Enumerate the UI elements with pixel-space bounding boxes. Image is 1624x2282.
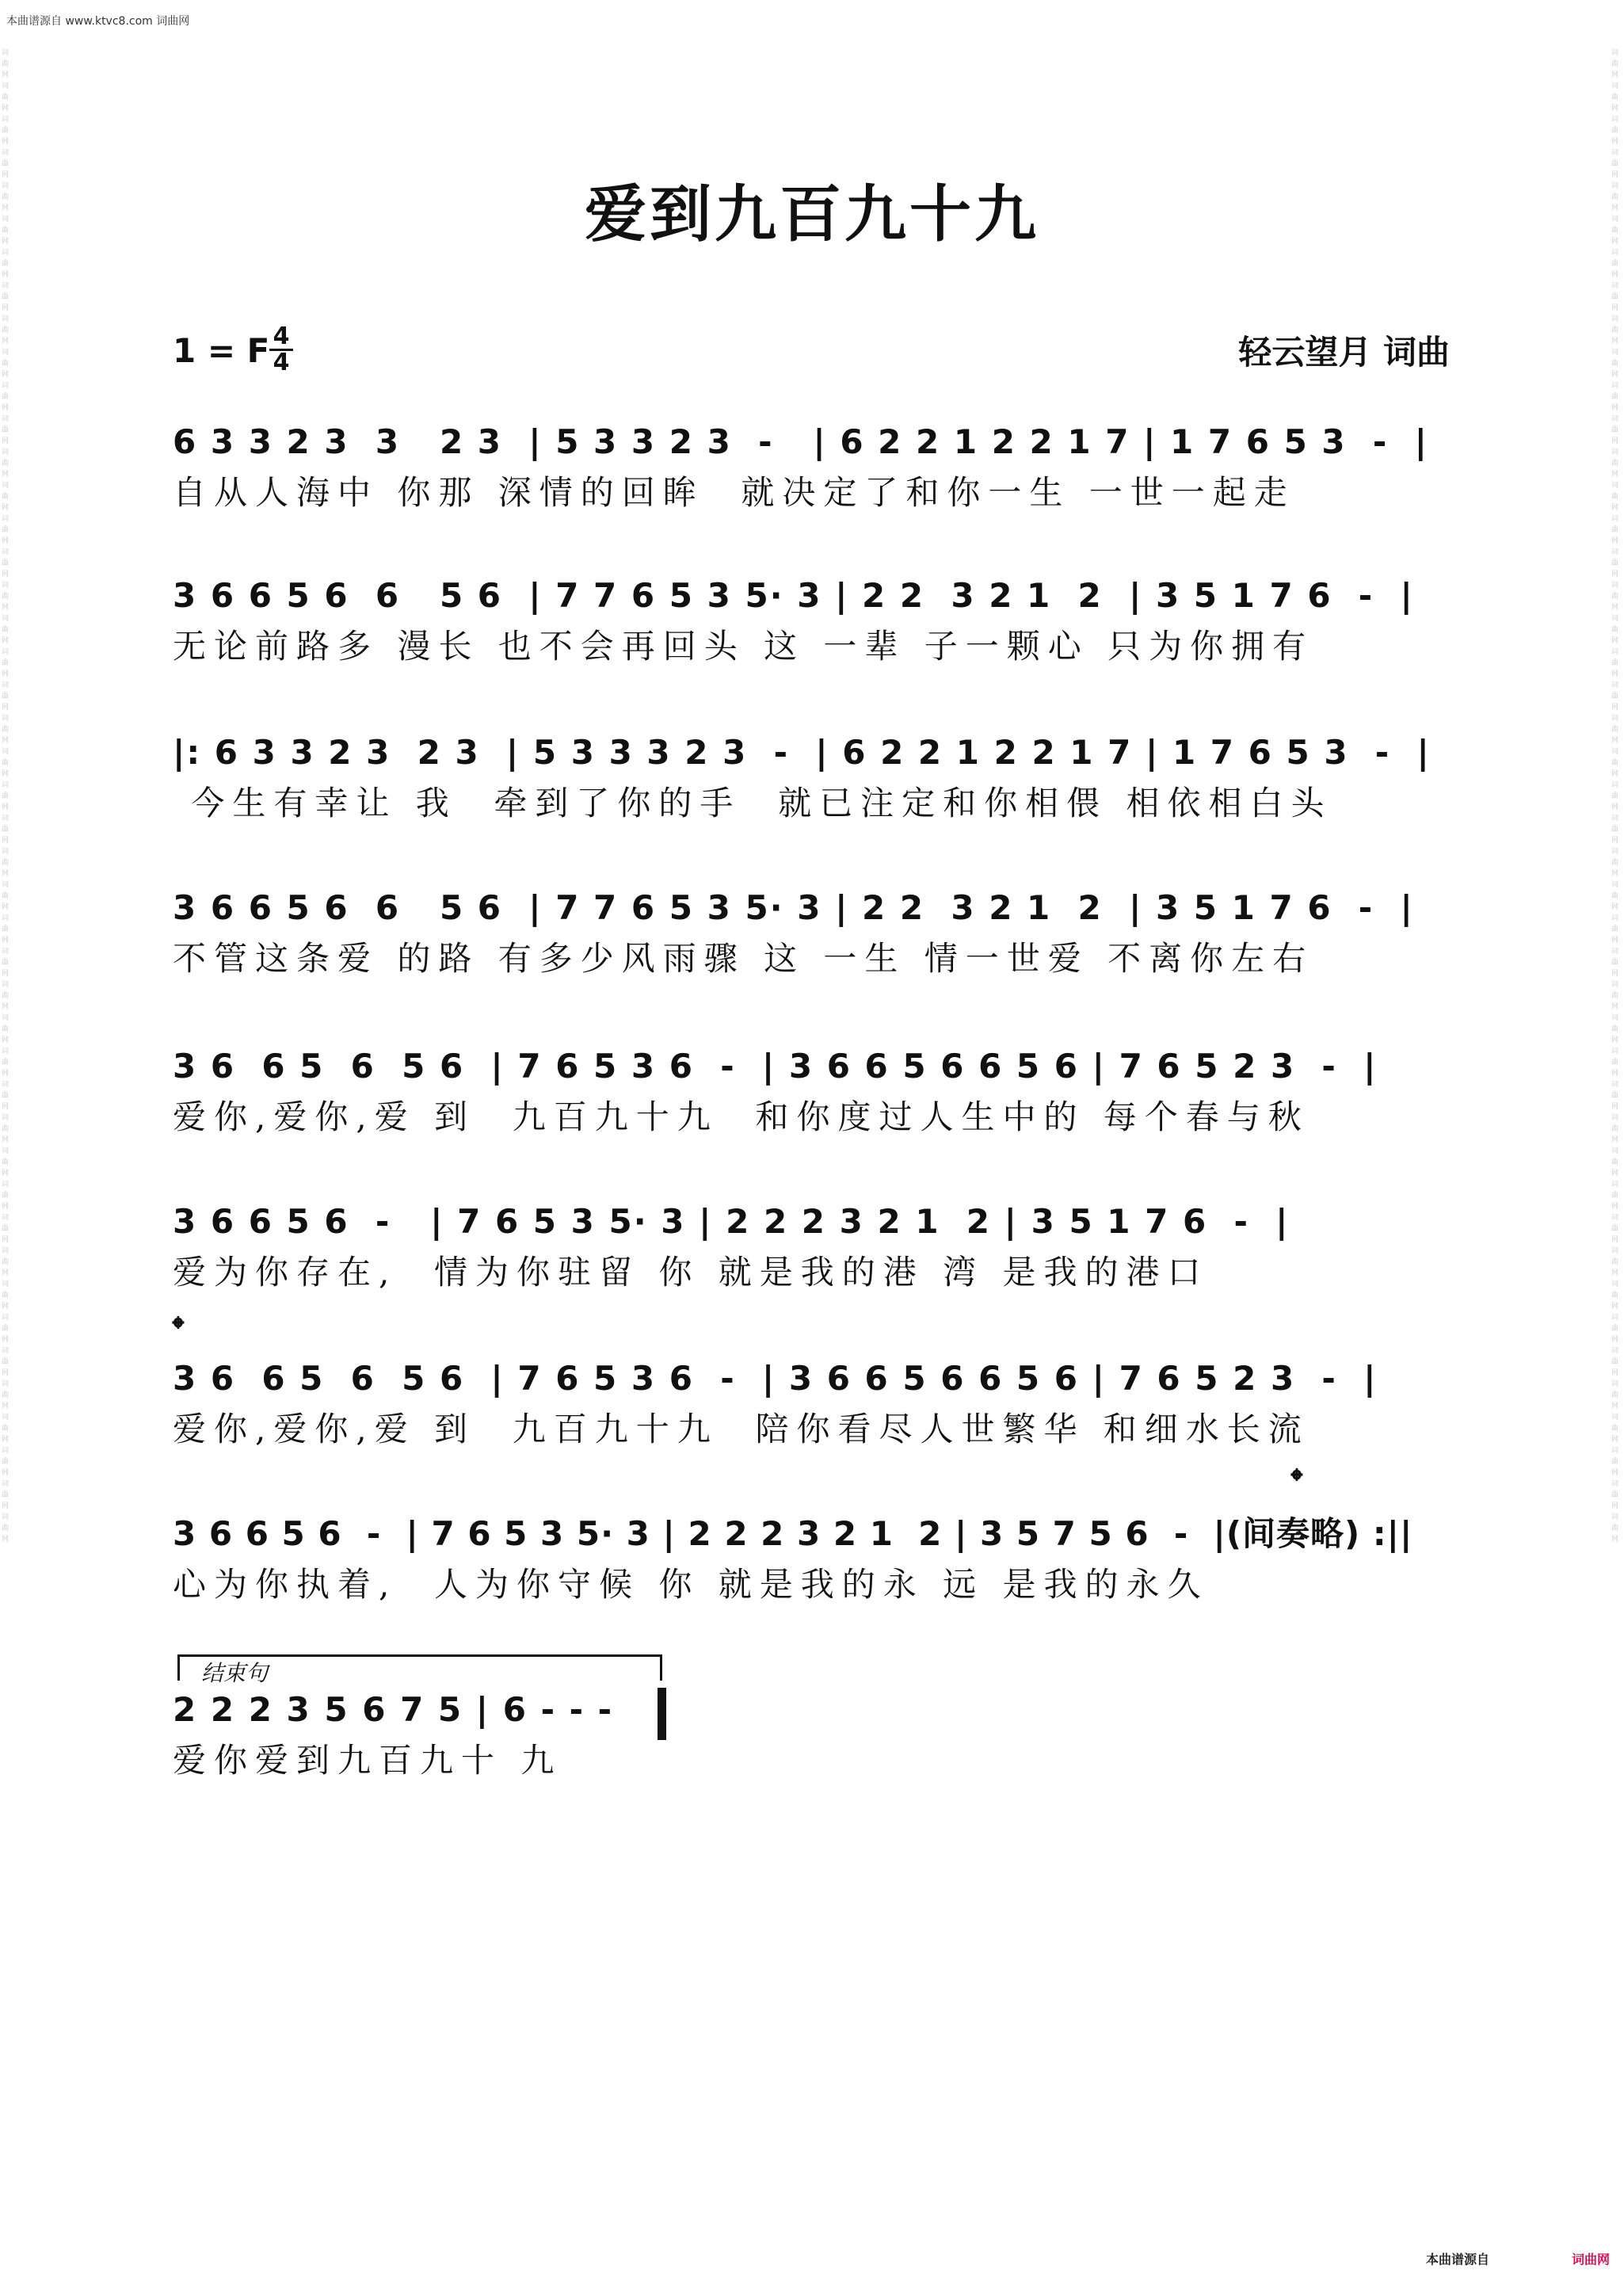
system-lyrics: 无论前路多 漫长 也不会再回头 这 一辈 子一颗心 只为你拥有 (173, 627, 1314, 666)
system-5 (173, 1043, 1456, 1141)
system-8 (173, 1510, 1472, 1608)
ending-lyrics: 爱你爱到九百九十 九 (173, 1741, 562, 1780)
system-notes: 3 6 6 5 6 5 6 | 7 6 5 3 6 - | 3 6 6 5 6 6 5 6 | 7 6 5 2 3 - | (173, 1359, 1378, 1398)
system-lyrics: 今生有幸让 我 牵到了你的手 就已注定和你相偎 相依相白头 (173, 784, 1332, 822)
system-lyrics: 爱你,爱你,爱 到 九百九十九 和你度过人生中的 每个春与秋 (173, 1097, 1309, 1136)
coda-mark: 𝄌 (173, 1311, 184, 1347)
system-notes: 3 6 6 5 6 6 5 6 | 7 7 6 5 3 5· 3 | 2 2 3 2 1 2 | 3 5 1 7 6 - | (173, 888, 1414, 927)
system-2 (173, 572, 1456, 670)
system-6 (173, 1198, 1456, 1296)
system-lyrics: 不管这条爱 的路 有多少风雨骤 这 一生 情一世爱 不离你左右 (173, 939, 1314, 978)
source-line: 本曲谱源自 www.ktvc8.com 词曲网 (6, 15, 190, 28)
footer-site[interactable]: 词曲网 (1571, 2252, 1610, 2267)
side-watermark-right: 词曲网词曲网词曲网词曲网词曲网词曲网词曲网词曲网词曲网词曲网词曲网词曲网词曲网词曲网词曲网词曲网词曲网词曲网词曲网词曲网词曲网词曲网词曲网词曲网词曲网词曲网词曲网词曲网词曲网词曲网词曲网词曲网词曲网词曲网词曲网词曲网词曲网词曲网词曲网词曲网词曲网词曲网词曲网词曲网词曲网 (1611, 49, 1619, 1544)
system-7 (173, 1355, 1456, 1453)
ending-system (173, 1686, 664, 1784)
system-notes: 3 6 6 5 6 - | 7 6 5 3 5· 3 | 2 2 2 3 2 1 2 | 3 5 1 7 6 - | (173, 1202, 1290, 1241)
coda-mark: 𝄌 (1291, 1463, 1302, 1499)
final-barline (658, 1688, 666, 1740)
credit: 轻云望月 词曲 (1238, 333, 1450, 372)
system-notes: 3 6 6 5 6 5 6 | 7 6 5 3 6 - | 3 6 6 5 6 6 5 6 | 7 6 5 2 3 - | (173, 1047, 1378, 1086)
system-notes: 6 3 3 2 3 3 2 3 | 5 3 3 2 3 - | 6 2 2 1 2 2 1 7 | 1 7 6 5 3 - | (173, 422, 1428, 461)
system-notes: 3 6 6 5 6 - | 7 6 5 3 5· 3 | 2 2 2 3 2 1 2 | 3 5 7 5 6 - |(间奏略) :|| (173, 1514, 1413, 1553)
time-signature (269, 322, 293, 376)
system-3 (173, 729, 1456, 827)
system-lyrics: 爱为你存在, 情为你驻留 你 就是我的港 湾 是我的港口 (173, 1253, 1209, 1292)
side-watermark-left: 词曲网词曲网词曲网词曲网词曲网词曲网词曲网词曲网词曲网词曲网词曲网词曲网词曲网词曲网词曲网词曲网词曲网词曲网词曲网词曲网词曲网词曲网词曲网词曲网词曲网词曲网词曲网词曲网词曲网词曲网词曲网词曲网词曲网词曲网词曲网词曲网词曲网词曲网词曲网词曲网词曲网词曲网词曲网词曲网词曲网 (2, 49, 10, 1544)
ending-notes: 2 2 2 3 5 6 7 5 | 6 - - - (173, 1690, 614, 1729)
time-signature-top: 4 (273, 322, 290, 350)
system-notes: |: 6 3 3 2 3 2 3 | 5 3 3 3 2 3 - | 6 2 2 1 2 2 1 7 | 1 7 6 5 3 - | (173, 733, 1431, 772)
system-lyrics: 自从人海中 你那 深情的回眸 就决定了和你一生 一世一起走 (173, 473, 1295, 512)
system-notes: 3 6 6 5 6 6 5 6 | 7 7 6 5 3 5· 3 | 2 2 3 2 1 2 | 3 5 1 7 6 - | (173, 576, 1414, 615)
system-lyrics: 爱你,爱你,爱 到 九百九十九 陪你看尽人世繁华 和细水长流 (173, 1410, 1309, 1448)
time-signature-bottom: 4 (269, 349, 293, 375)
footer-source: 本曲谱源自 (1425, 2252, 1489, 2267)
system-4 (173, 884, 1456, 983)
ending-label: 结束句 (201, 1660, 269, 1686)
system-lyrics: 心为你执着, 人为你守候 你 就是我的永 远 是我的永久 (173, 1565, 1209, 1604)
song-title: 爱到九百九十九 (584, 178, 1039, 250)
system-1 (173, 418, 1456, 517)
key-signature: 1 = F (173, 331, 270, 370)
